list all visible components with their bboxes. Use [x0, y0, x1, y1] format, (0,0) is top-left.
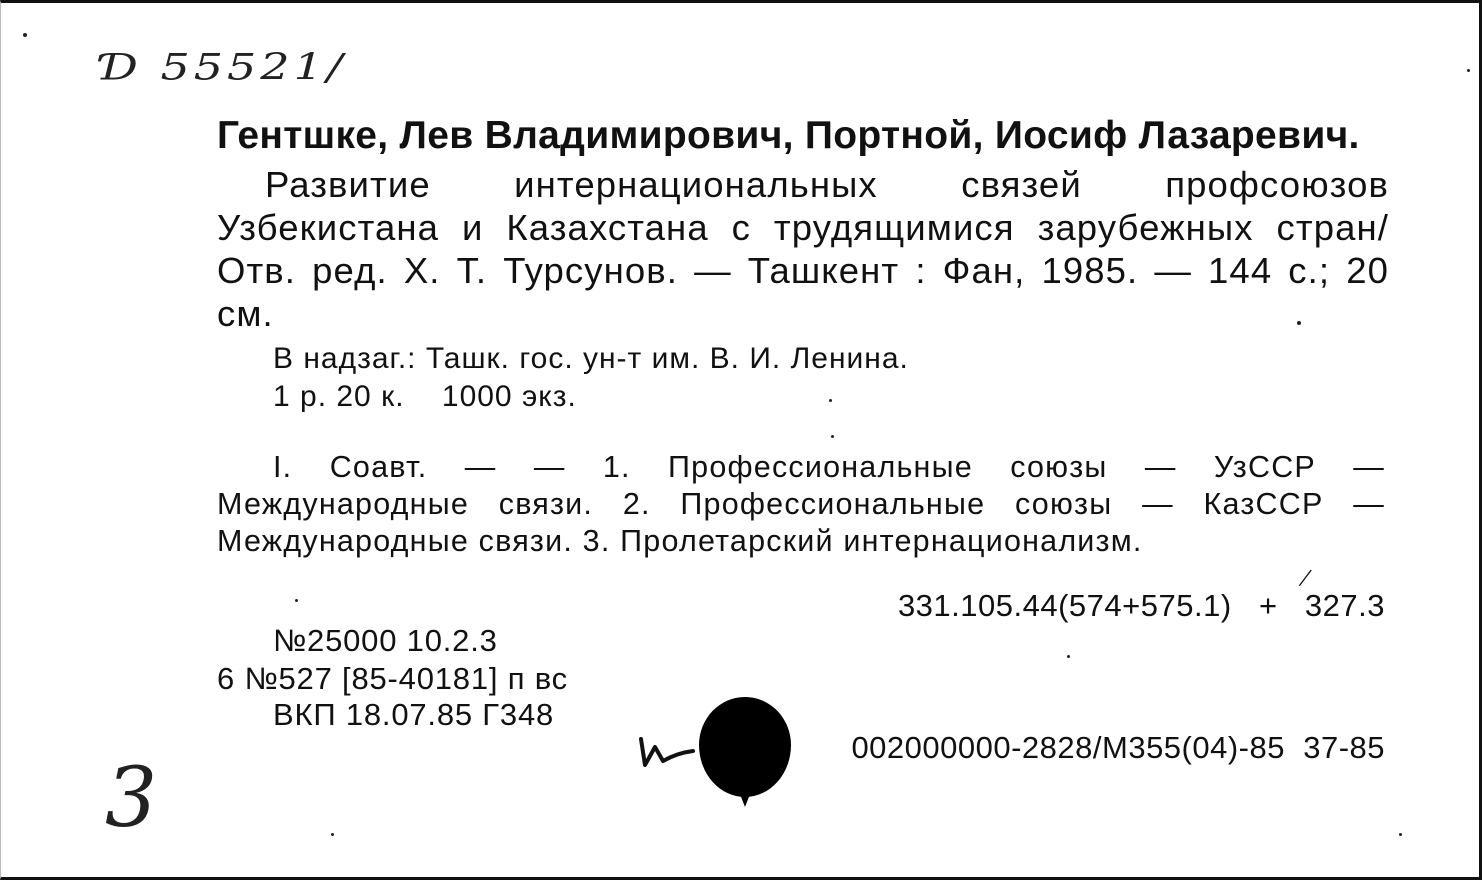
inventory-number: Ɗ 55521/	[101, 45, 347, 89]
speck	[23, 33, 27, 37]
speck	[1467, 69, 1470, 72]
speck	[331, 833, 334, 836]
note-price: 1 р. 20 к. 1000 экз.	[273, 380, 577, 413]
classification-code: 002000000-2828/М355(04)-85 37-85	[851, 730, 1385, 765]
author-heading: Гентшке, Лев Владимирович, Портной, Иосиф Лазаревич.	[217, 114, 1360, 157]
speck	[829, 399, 832, 402]
speck	[831, 435, 834, 438]
tech-line-3: ВКП 18.07.85 Г348	[273, 697, 555, 732]
handwritten-mark: 3	[105, 751, 158, 846]
tech-line-2: 6 №527 [85-40181] п вс	[217, 661, 568, 696]
speck	[1399, 833, 1402, 836]
tech-line-1: №25000 10.2.3	[273, 623, 498, 658]
speck	[1297, 321, 1301, 325]
ink-blot-drip	[738, 789, 752, 807]
title-statement: Развитие интернациональных связей профсоюзов Узбекистана и Казахстана с трудящимися зарубежных стран/ Отв. ред. Х. Т. Турсунов. — Ташкент : Фан, 1985. — 144 с.; 20 см.	[217, 164, 1389, 334]
speck	[1067, 655, 1070, 658]
ink-blot	[699, 697, 791, 797]
udc-mark: /	[1296, 562, 1314, 595]
handwritten-squiggle-icon	[637, 731, 697, 771]
speck	[295, 599, 298, 602]
note-header: В надзаг.: Ташк. гос. ун-т им. В. И. Ленина.	[273, 342, 909, 375]
subject-tracings: I. Соавт. — — 1. Профессиональные союзы — УзССР — Международные связи. 2. Профессиональные союзы — КазССР — Международные связи. 3. Пролетарский интернационализм.	[217, 450, 1385, 558]
udc-index: 331.105.44(574+575.1) + 327.3	[897, 588, 1385, 623]
